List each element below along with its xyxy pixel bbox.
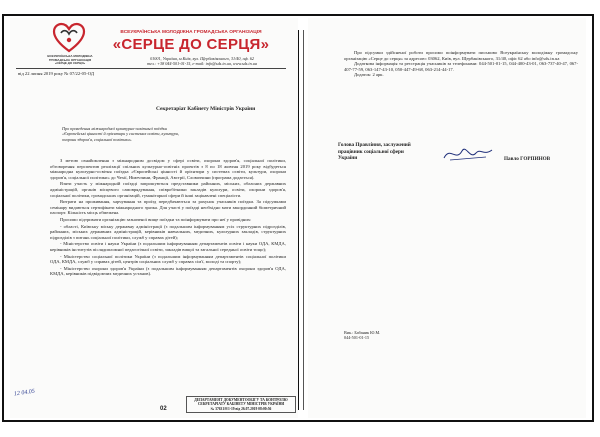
- stamp-line-2: СЕКРЕТАРІАТУ КАБІНЕТУ МІНІСТРІВ УКРАЇНИ: [197, 402, 285, 407]
- org-contacts: тел.: +38 044-501-01-15, e-mail: info@sds.in.ua, www.sds.in.ua: [147, 61, 257, 66]
- scan-edge-left: [2, 14, 4, 420]
- org-address: 01001, Україна, м.Київ, вул. Щербаківського, 31/40, оф. 62: [150, 56, 254, 61]
- signature-scribble: [440, 142, 500, 164]
- body-paragraph-4: Просимо підтримати організацію зазначеної вище поїздки та поінформувати про неї у провідних:: [60, 216, 252, 222]
- executor-info: Вик.: Бабаник Ю.М. 044-501-01-15: [344, 330, 381, 341]
- body-paragraph-1: З метою ознайомлення з міжнародним досвідом у сфері освіти, охорони здоров'я, соціальної політики, обговорення перспектив реалізації спільних культурно-освітніх проектів з 8 по 18 жовтня 2019 року відбудеться міжнародна культурно-освітня поїздка «Європейські цінності й орієнтири у системах освіти, культури, охорони здоров'я, соціальної політики» до Чехії, Німеччини, Франції, Австрії, Словаччини (програма додається).: [50, 158, 286, 180]
- stamp-line-3: № 37631/0/1-19 від 26.07.2019 08:00:56: [210, 406, 272, 411]
- body-paragraph-6: - Міністерство освіти і науки України (з подальшим інформуванням департаментів освіти і науки ОДА, КМДА, керівників інститутів післядипломної педагогічної освіти, закладів вищої та загальної середньої освіти тощо);: [50, 241, 286, 252]
- letter-reference: від 22 липня 2019 року № 07/22-05-ОД: [18, 71, 95, 76]
- letter-addressee: Секретаріат Кабінету Міністрів України: [156, 106, 256, 112]
- registration-stamp: [186, 396, 296, 413]
- body-paragraph-8: - Міністерство охорони здоров'я України (з подальшим інформуванням департаментів охорони здоров'я ОДА, КМДА, керівників підвідомчих медичних установ).: [50, 265, 286, 277]
- header-divider: [16, 68, 286, 69]
- letter-page-2: [308, 18, 586, 418]
- letter-page-1: [10, 18, 298, 418]
- body-paragraph-7: - Міністерство соціальної політики України (з подальшим інформуванням департаментів соціальної політики ОДА, КМДА, служб у справах дітей, центрів соціальних служб у справах сім'ї, молоді та спорту);: [50, 253, 286, 265]
- letter-body: [50, 158, 286, 277]
- body-paragraph-5: - області, Київську міську державну адміністрації (з подальшим інформуванням усіх структурних підрозділів, районних, міських державних адміністрацій, керівників навчальних, медичних, культурних закладів, структурних підрозділів з питань соціальної політики, служб у справах дітей);: [50, 223, 286, 240]
- signatory-name: Павло ГОРПИНОВ: [504, 156, 551, 162]
- page2-paragraph-1: Про підсумки здійсненої роботи просимо поінформувати письмово Всеукраїнську молодіжну громадську організацію «Серце до серця» за адресою: 03062, Київ, вул. Щербаківського, 31/40, офіс 62 або info@sds.in.ua: [344, 50, 578, 61]
- stamp-line-1: ДЕПАРТАМЕНТ ДОКУМЕНТООБІГУ ТА КОНТРОЛЮ: [194, 398, 288, 402]
- handwritten-note: 12 04.05: [13, 388, 36, 398]
- body-paragraph-2: Взяти участь у міжнародній поїздці запрошуються представники районних, міських, обласних державних адміністрацій, органів місцевого самоврядування, співробітники закладів культури, освіти, охорони здоров'я, соціальної політики, громадських організацій, гуманітарної сфери й інші зацікавлені спеціалісти.: [50, 181, 286, 198]
- page-number: 02: [160, 406, 167, 412]
- signature-title: Голова Правління, заслужений працівник соціальної сфери України: [338, 142, 411, 162]
- org-header-line: ВСЕУКРАЇНСЬКА МОЛОДІЖНА ГРОМАДСЬКА ОРГАНІЗАЦІЯ: [120, 30, 262, 35]
- letter-subject: Про проведення міжнародної культурно-освітньої поїздки «Європейські цінності й орієнтири у системах освіти, культури, охорони здоров'я, соціальної політики»: [62, 126, 179, 142]
- scan-edge-right: [592, 14, 594, 422]
- page2-body: [344, 50, 578, 78]
- scan-edge-middle-right: [303, 30, 304, 410]
- heart-logo: [52, 22, 86, 54]
- body-paragraph-3: Витрати на проживання, харчування та проїзд передбачаються за рахунок учасників поїздки. За підсумками семінару видаються сертифікати міжнародного зразка. Для участі у поїздці необхідно мати закордонний біометричний паспорт. Кількість місць обмежена.: [50, 199, 286, 216]
- signature-scribble-icon: [440, 142, 500, 164]
- org-name: «СЕРЦЕ ДО СЕРЦЯ»: [112, 36, 270, 53]
- logo-caption: ВСЕУКРАЇНСЬКА МОЛОДІЖНА ГРОМАДСЬКА ОРГАНІЗАЦІЯ «СЕРЦЕ ДО СЕРЦЯ»: [47, 54, 93, 66]
- scan-edge-top: [2, 14, 594, 16]
- heart-logo-icon: [52, 22, 86, 54]
- page2-paragraph-3: Додаток: 2 арк.: [354, 72, 384, 78]
- page2-paragraph-2: Додаткова інформація та реєстрація учасників за телефонами: 044-501-01-15, 044-400-43-01, 063-737-40-47, 067-407-77-59, 063-147-43-10, 050-447-49-68, 063-214-44-17.: [344, 61, 578, 72]
- scan-edge-bottom: [2, 420, 594, 422]
